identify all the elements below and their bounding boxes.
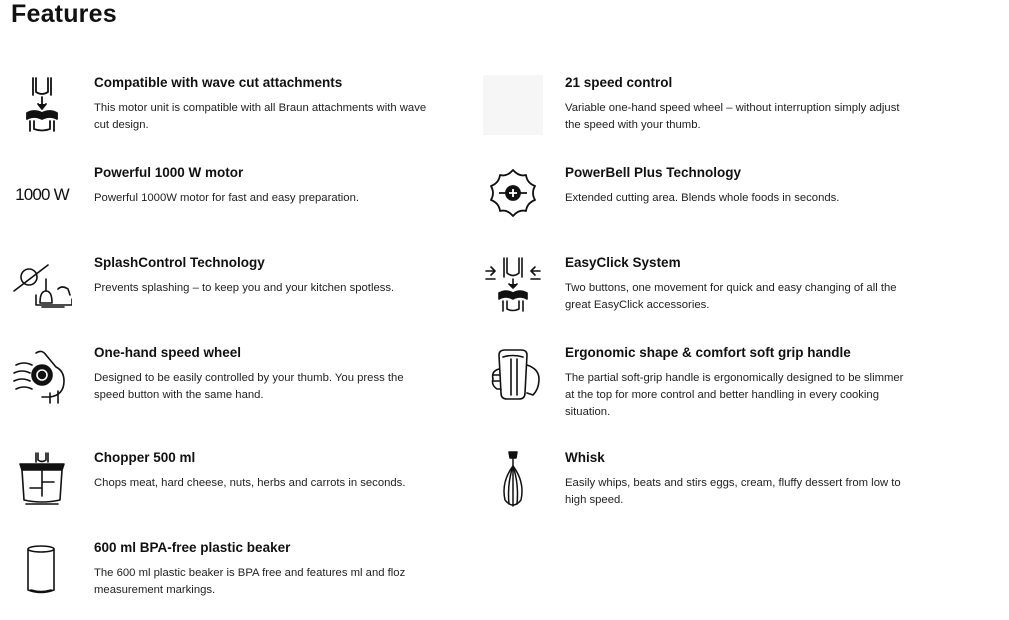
speed-control-placeholder-icon	[483, 75, 543, 135]
feature-title: EasyClick System	[565, 255, 681, 270]
feature-title: One-hand speed wheel	[94, 345, 242, 360]
feature-description: The partial soft-grip handle is ergonomically designed to be slimmer at the top for more control and better handling in every cooking situation.	[565, 372, 904, 418]
feature-item-chopper	[12, 450, 452, 530]
feature-item-grip	[483, 345, 923, 425]
feature-item-beaker	[12, 540, 452, 620]
feature-title: Powerful 1000 W motor	[94, 165, 244, 180]
plastic-beaker-icon	[12, 540, 72, 600]
feature-item-motor	[12, 165, 452, 245]
feature-title: Chopper 500 ml	[94, 450, 196, 465]
feature-description: This motor unit is compatible with all Braun attachments with wave cut design.	[94, 102, 427, 131]
feature-description: Easily whips, beats and stirs eggs, cream, fluffy dessert from low to high speed.	[565, 477, 901, 506]
feature-item-powerbell	[483, 165, 923, 245]
splash-control-icon	[12, 255, 72, 315]
feature-description: The 600 ml plastic beaker is BPA free and features ml and floz measurement markings.	[94, 567, 406, 596]
feature-item-whisk	[483, 450, 923, 530]
power-rating-text: 1000 W	[15, 185, 69, 204]
feature-description: Variable one-hand speed wheel – without interruption simply adjust the speed with your thumb.	[565, 102, 900, 131]
feature-item-hand-wheel	[12, 345, 452, 425]
feature-title: 600 ml BPA-free plastic beaker	[94, 540, 291, 555]
wave-cut-attachment-icon	[12, 75, 72, 135]
whisk-icon	[483, 450, 543, 510]
feature-description: Two buttons, one movement for quick and easy changing of all the great EasyClick accessories.	[565, 282, 897, 311]
hand-speed-wheel-icon	[12, 345, 72, 405]
chopper-icon	[12, 450, 72, 510]
feature-description: Powerful 1000W motor for fast and easy preparation.	[94, 192, 359, 204]
feature-title: Whisk	[565, 450, 605, 465]
power-1000w-icon	[12, 165, 72, 225]
powerbell-plus-icon	[483, 165, 543, 225]
icon-placeholder	[483, 75, 543, 135]
feature-description: Prevents splashing – to keep you and your kitchen spotless.	[94, 282, 395, 294]
easyclick-system-icon	[483, 255, 543, 315]
soft-grip-handle-icon	[483, 345, 543, 405]
feature-description: Chops meat, hard cheese, nuts, herbs and carrots in seconds.	[94, 477, 406, 489]
feature-item-splash	[12, 255, 452, 335]
feature-title: SplashControl Technology	[94, 255, 265, 270]
page-title: Features	[11, 0, 117, 28]
feature-item-easyclick	[483, 255, 923, 335]
feature-description: Extended cutting area. Blends whole foods in seconds.	[565, 192, 840, 204]
feature-item-wave-cut	[12, 75, 452, 155]
feature-item-speed-control	[483, 75, 923, 155]
feature-title: Compatible with wave cut attachments	[94, 75, 343, 90]
feature-title: 21 speed control	[565, 75, 673, 90]
feature-title: PowerBell Plus Technology	[565, 165, 742, 180]
feature-description: Designed to be easily controlled by your thumb. You press the speed button with the same hand.	[94, 372, 404, 401]
feature-title: Ergonomic shape & comfort soft grip handle	[565, 345, 851, 360]
